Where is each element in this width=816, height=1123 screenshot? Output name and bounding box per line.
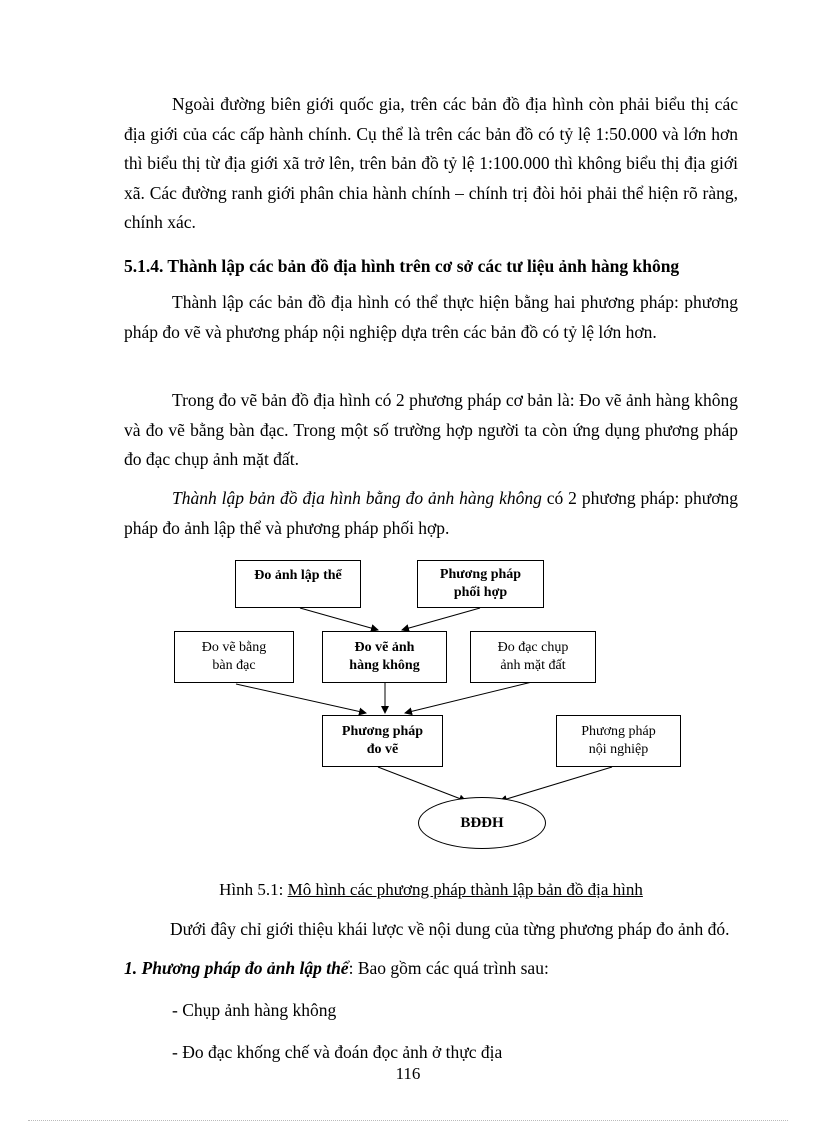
box-aerial-survey: Đo vẽ ảnh hàng không <box>322 631 447 683</box>
italic-phrase: Thành lập bản đồ địa hình bằng đo ảnh hàng không <box>172 488 542 508</box>
arrow-ground-photo-to-survey <box>405 682 532 713</box>
method1-title: 1. Phương pháp đo ảnh lập thể <box>124 958 349 978</box>
bullet-field-control: - Đo đạc khống chế và đoán đọc ảnh ở thực địa <box>172 1042 503 1062</box>
method1-line <box>124 958 549 979</box>
intro-line: Dưới đây chỉ giới thiệu khái lược về nội dung của từng phương pháp đo ảnh đó. <box>170 919 730 939</box>
box-survey-method: Phương pháp đo vẽ <box>322 715 443 767</box>
arrow-combined-to-aerial <box>402 608 480 630</box>
box-stereo-photogrammetry: Đo ảnh lập thể <box>235 560 361 608</box>
section-heading: 5.1.4. Thành lập các bản đồ địa hình trên cơ sở các tư liệu ảnh hàng không <box>124 256 680 276</box>
caption-title: Mô hình các phương pháp thành lập bản đồ địa hình <box>287 880 643 899</box>
ellipse-topographic-map: BĐĐH <box>418 797 546 849</box>
arrow-survey-to-result <box>378 767 466 801</box>
paragraph-aerial-methods-rest: có 2 phương pháp: phương pháp đo ảnh lập thể và phương pháp phối hợp. <box>124 488 738 538</box>
box-ground-photogrammetry: Đo đạc chụp ảnh mặt đất <box>470 631 596 683</box>
bullet-aerial-photography: - Chụp ảnh hàng không <box>172 1000 337 1020</box>
paragraph-admin-boundaries: Ngoài đường biên giới quốc gia, trên các bản đồ địa hình còn phải biểu thị các địa giới của các cấp hành chính. Cụ thể là trên các bản đồ có tỷ lệ 1:50.000 và lớn hơn thì biểu thị từ địa giới xã trở lên, trên bản đồ tỷ lệ 1:100.000 thì không biểu thị địa giới xã. Các đường ranh giới phân chia hành chính – chính trị đòi hỏi phải thể hiện rõ ràng, chính xác. <box>124 94 738 232</box>
figure-caption <box>124 880 738 900</box>
box-office-method: Phương pháp nội nghiệp <box>556 715 681 767</box>
box-plane-table: Đo vẽ bằng bàn đạc <box>174 631 294 683</box>
arrow-office-to-result <box>500 767 612 801</box>
box-combined-method: Phương pháp phối hợp <box>417 560 544 608</box>
arrow-plane-table-to-survey <box>236 684 366 713</box>
caption-prefix: Hình 5.1: <box>219 880 288 899</box>
paragraph-survey-methods: Trong đo vẽ bản đồ địa hình có 2 phương pháp cơ bản là: Đo vẽ ảnh hàng không và đo vẽ bằng bàn đạc. Trong một số trường hợp người ta còn ứng dụng phương pháp đo đạc chụp ảnh mặt đất. <box>124 390 738 469</box>
page-number: 116 <box>395 1064 421 1083</box>
paragraph-two-methods: Thành lập các bản đồ địa hình có thể thực hiện bằng hai phương pháp: phương pháp đo vẽ và phương pháp nội nghiệp dựa trên các bản đồ có tỷ lệ lớn hơn. <box>124 292 738 342</box>
footer-divider <box>28 1120 788 1121</box>
method1-rest: : Bao gồm các quá trình sau: <box>348 958 549 978</box>
arrow-stereo-to-aerial <box>300 608 378 630</box>
